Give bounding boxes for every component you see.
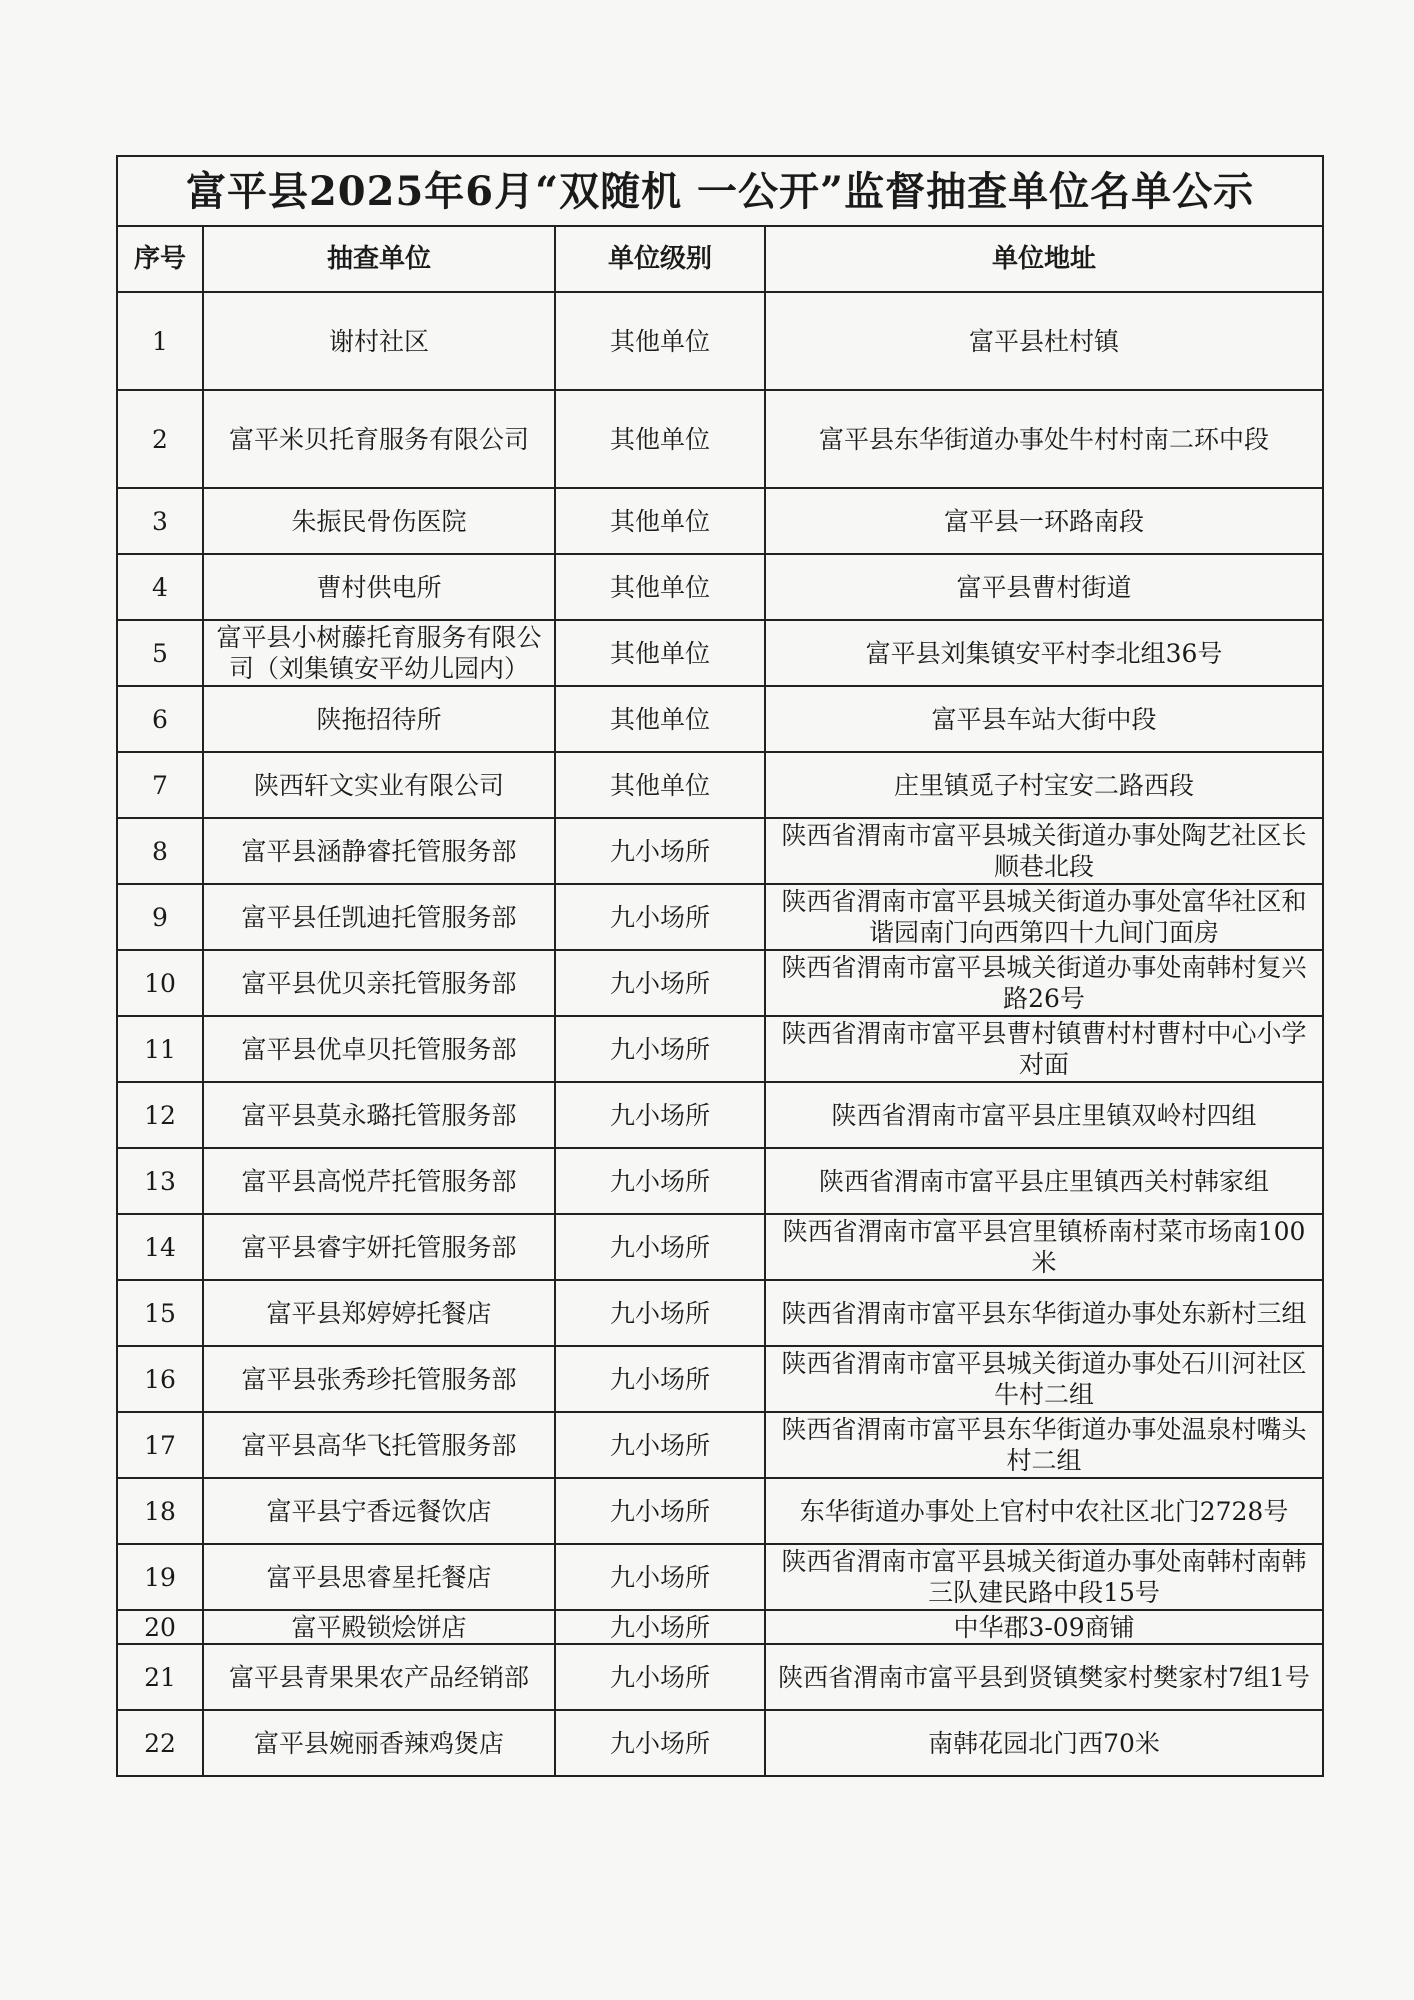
row-unit-cell: 富平县优卓贝托管服务部 bbox=[203, 1016, 555, 1082]
row-unit-cell: 富平县小树藤托育服务有限公司（刘集镇安平幼儿园内） bbox=[203, 620, 555, 686]
row-unit-cell: 富平县高悦芹托管服务部 bbox=[203, 1148, 555, 1214]
row-address-cell: 陕西省渭南市富平县东华街道办事处东新村三组 bbox=[765, 1280, 1323, 1346]
row-no-cell: 17 bbox=[117, 1412, 203, 1478]
row-no-cell: 20 bbox=[117, 1610, 203, 1644]
row-address-cell: 庄里镇觅子村宝安二路西段 bbox=[765, 752, 1323, 818]
table-row bbox=[117, 1644, 1323, 1710]
row-no-cell: 6 bbox=[117, 686, 203, 752]
row-unit-cell: 富平米贝托育服务有限公司 bbox=[203, 390, 555, 488]
row-no-cell: 15 bbox=[117, 1280, 203, 1346]
table-row bbox=[117, 818, 1323, 884]
row-level-cell: 九小场所 bbox=[555, 884, 765, 950]
header-unit: 抽查单位 bbox=[203, 226, 555, 292]
row-no-cell: 10 bbox=[117, 950, 203, 1016]
row-no-cell: 8 bbox=[117, 818, 203, 884]
row-unit-cell: 富平县婉丽香辣鸡煲店 bbox=[203, 1710, 555, 1776]
row-no-cell: 13 bbox=[117, 1148, 203, 1214]
table-row bbox=[117, 1016, 1323, 1082]
row-unit-cell: 富平殿锁烩饼店 bbox=[203, 1610, 555, 1644]
row-no-cell: 4 bbox=[117, 554, 203, 620]
row-unit-cell: 富平县青果果农产品经销部 bbox=[203, 1644, 555, 1710]
document-title: 富平县2025年6月“双随机 一公开”监督抽查单位名单公示 bbox=[117, 156, 1323, 226]
table-row bbox=[117, 686, 1323, 752]
row-unit-cell: 富平县涵静睿托管服务部 bbox=[203, 818, 555, 884]
row-level-cell: 九小场所 bbox=[555, 1412, 765, 1478]
table-row bbox=[117, 1280, 1323, 1346]
row-no-cell: 18 bbox=[117, 1478, 203, 1544]
row-address-cell: 富平县杜村镇 bbox=[765, 292, 1323, 390]
row-address-cell: 陕西省渭南市富平县庄里镇西关村韩家组 bbox=[765, 1148, 1323, 1214]
row-unit-cell: 富平县莫永璐托管服务部 bbox=[203, 1082, 555, 1148]
row-address-cell: 富平县车站大街中段 bbox=[765, 686, 1323, 752]
row-unit-cell: 富平县思睿星托餐店 bbox=[203, 1544, 555, 1610]
table-row bbox=[117, 292, 1323, 390]
row-level-cell: 其他单位 bbox=[555, 620, 765, 686]
table-row bbox=[117, 950, 1323, 1016]
table-row bbox=[117, 1214, 1323, 1280]
table-row bbox=[117, 620, 1323, 686]
notice-sheet bbox=[116, 155, 1322, 1777]
row-address-cell: 富平县一环路南段 bbox=[765, 488, 1323, 554]
row-unit-cell: 富平县宁香远餐饮店 bbox=[203, 1478, 555, 1544]
row-address-cell: 富平县东华街道办事处牛村村南二环中段 bbox=[765, 390, 1323, 488]
row-address-cell: 陕西省渭南市富平县城关街道办事处南韩村南韩三队建民路中段15号 bbox=[765, 1544, 1323, 1610]
table-body bbox=[117, 292, 1323, 1776]
row-unit-cell: 谢村社区 bbox=[203, 292, 555, 390]
row-level-cell: 九小场所 bbox=[555, 1544, 765, 1610]
row-no-cell: 3 bbox=[117, 488, 203, 554]
row-level-cell: 九小场所 bbox=[555, 1346, 765, 1412]
row-level-cell: 九小场所 bbox=[555, 1016, 765, 1082]
row-no-cell: 14 bbox=[117, 1214, 203, 1280]
table-row bbox=[117, 554, 1323, 620]
row-unit-cell: 曹村供电所 bbox=[203, 554, 555, 620]
row-address-cell: 东华街道办事处上官村中农社区北门2728号 bbox=[765, 1478, 1323, 1544]
row-no-cell: 21 bbox=[117, 1644, 203, 1710]
table-row bbox=[117, 884, 1323, 950]
row-no-cell: 9 bbox=[117, 884, 203, 950]
row-level-cell: 其他单位 bbox=[555, 752, 765, 818]
row-no-cell: 22 bbox=[117, 1710, 203, 1776]
row-no-cell: 7 bbox=[117, 752, 203, 818]
table-row bbox=[117, 1148, 1323, 1214]
row-level-cell: 九小场所 bbox=[555, 1280, 765, 1346]
row-address-cell: 陕西省渭南市富平县到贤镇樊家村樊家村7组1号 bbox=[765, 1644, 1323, 1710]
header-no: 序号 bbox=[117, 226, 203, 292]
row-unit-cell: 富平县优贝亲托管服务部 bbox=[203, 950, 555, 1016]
table-row bbox=[117, 1544, 1323, 1610]
row-level-cell: 其他单位 bbox=[555, 390, 765, 488]
row-address-cell: 富平县曹村街道 bbox=[765, 554, 1323, 620]
row-no-cell: 16 bbox=[117, 1346, 203, 1412]
row-address-cell: 南韩花园北门西70米 bbox=[765, 1710, 1323, 1776]
table-row bbox=[117, 1610, 1323, 1644]
title-row bbox=[117, 156, 1323, 226]
row-level-cell: 九小场所 bbox=[555, 818, 765, 884]
header-address: 单位地址 bbox=[765, 226, 1323, 292]
row-no-cell: 19 bbox=[117, 1544, 203, 1610]
row-address-cell: 陕西省渭南市富平县宫里镇桥南村菜市场南100米 bbox=[765, 1214, 1323, 1280]
row-address-cell: 陕西省渭南市富平县城关街道办事处富华社区和谐园南门向西第四十九间门面房 bbox=[765, 884, 1323, 950]
row-level-cell: 其他单位 bbox=[555, 292, 765, 390]
row-level-cell: 九小场所 bbox=[555, 1082, 765, 1148]
row-no-cell: 2 bbox=[117, 390, 203, 488]
row-unit-cell: 陕西轩文实业有限公司 bbox=[203, 752, 555, 818]
table-row bbox=[117, 1346, 1323, 1412]
table-row bbox=[117, 1412, 1323, 1478]
table-row bbox=[117, 752, 1323, 818]
row-level-cell: 九小场所 bbox=[555, 1214, 765, 1280]
table-row bbox=[117, 390, 1323, 488]
table-row bbox=[117, 1478, 1323, 1544]
row-unit-cell: 富平县高华飞托管服务部 bbox=[203, 1412, 555, 1478]
row-address-cell: 陕西省渭南市富平县城关街道办事处南韩村复兴路26号 bbox=[765, 950, 1323, 1016]
header-level: 单位级别 bbox=[555, 226, 765, 292]
table-row bbox=[117, 488, 1323, 554]
row-level-cell: 九小场所 bbox=[555, 1710, 765, 1776]
row-no-cell: 11 bbox=[117, 1016, 203, 1082]
row-unit-cell: 富平县任凯迪托管服务部 bbox=[203, 884, 555, 950]
inspection-table bbox=[116, 155, 1324, 1777]
row-address-cell: 富平县刘集镇安平村李北组36号 bbox=[765, 620, 1323, 686]
row-address-cell: 陕西省渭南市富平县城关街道办事处陶艺社区长顺巷北段 bbox=[765, 818, 1323, 884]
row-no-cell: 12 bbox=[117, 1082, 203, 1148]
table-row bbox=[117, 1710, 1323, 1776]
row-level-cell: 九小场所 bbox=[555, 1610, 765, 1644]
row-level-cell: 九小场所 bbox=[555, 1644, 765, 1710]
row-unit-cell: 朱振民骨伤医院 bbox=[203, 488, 555, 554]
row-address-cell: 中华郡3-09商铺 bbox=[765, 1610, 1323, 1644]
row-no-cell: 1 bbox=[117, 292, 203, 390]
row-address-cell: 陕西省渭南市富平县庄里镇双岭村四组 bbox=[765, 1082, 1323, 1148]
row-address-cell: 陕西省渭南市富平县东华街道办事处温泉村嘴头村二组 bbox=[765, 1412, 1323, 1478]
row-address-cell: 陕西省渭南市富平县曹村镇曹村村曹村中心小学对面 bbox=[765, 1016, 1323, 1082]
row-unit-cell: 陕拖招待所 bbox=[203, 686, 555, 752]
row-level-cell: 九小场所 bbox=[555, 950, 765, 1016]
table-row bbox=[117, 1082, 1323, 1148]
header-row bbox=[117, 226, 1323, 292]
row-address-cell: 陕西省渭南市富平县城关街道办事处石川河社区牛村二组 bbox=[765, 1346, 1323, 1412]
row-unit-cell: 富平县郑婷婷托餐店 bbox=[203, 1280, 555, 1346]
row-level-cell: 九小场所 bbox=[555, 1148, 765, 1214]
row-level-cell: 九小场所 bbox=[555, 1478, 765, 1544]
row-level-cell: 其他单位 bbox=[555, 686, 765, 752]
row-unit-cell: 富平县睿宇妍托管服务部 bbox=[203, 1214, 555, 1280]
row-level-cell: 其他单位 bbox=[555, 488, 765, 554]
row-no-cell: 5 bbox=[117, 620, 203, 686]
row-level-cell: 其他单位 bbox=[555, 554, 765, 620]
row-unit-cell: 富平县张秀珍托管服务部 bbox=[203, 1346, 555, 1412]
